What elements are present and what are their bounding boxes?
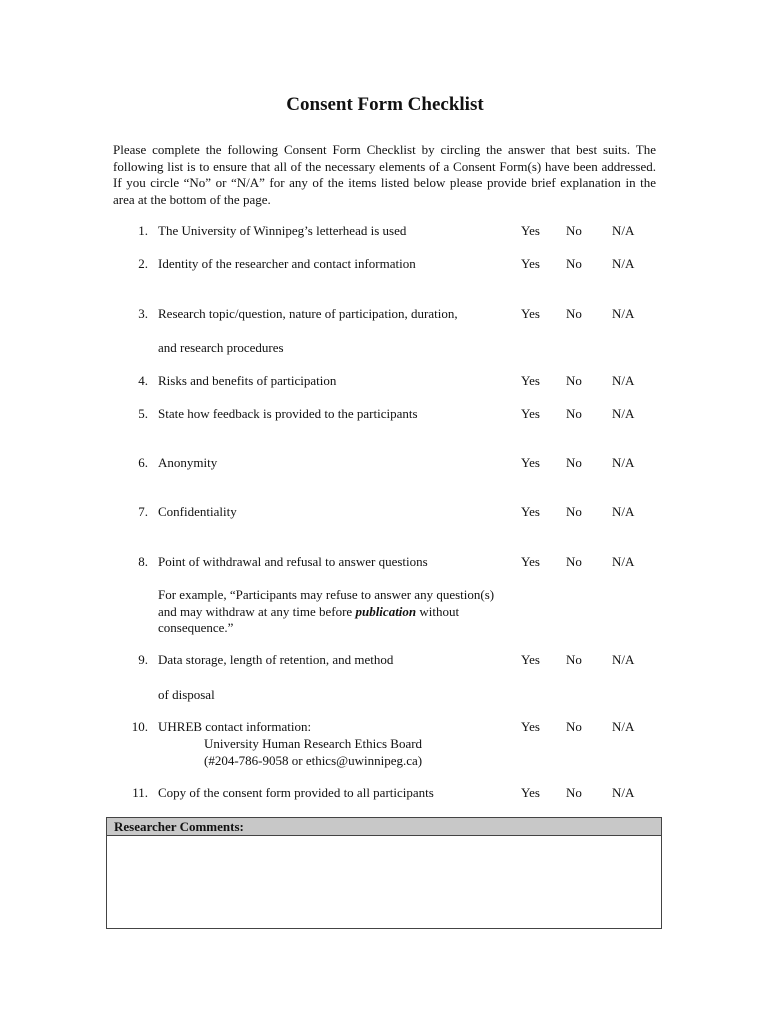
item-number: 2. bbox=[138, 256, 148, 271]
answer-yes[interactable]: Yes bbox=[521, 406, 540, 421]
item-text: Identity of the researcher and contact information bbox=[158, 256, 416, 271]
answer-no[interactable]: No bbox=[566, 256, 582, 271]
example-line: For example, “Participants may refuse to answer any question(s) bbox=[158, 587, 495, 602]
item-number: 7. bbox=[138, 504, 148, 519]
item-text: Risks and benefits of participation bbox=[158, 373, 337, 388]
item-detail bbox=[158, 736, 422, 769]
page-title: Consent Form Checklist bbox=[286, 94, 484, 115]
answer-yes[interactable]: Yes bbox=[521, 785, 540, 800]
answer-no[interactable]: No bbox=[566, 455, 582, 470]
answer-na[interactable]: N/A bbox=[612, 504, 635, 519]
item-number: 10. bbox=[131, 719, 148, 734]
answer-na[interactable]: N/A bbox=[612, 256, 635, 271]
answer-yes[interactable]: Yes bbox=[521, 223, 540, 238]
comments-area[interactable] bbox=[107, 836, 661, 929]
answer-na[interactable]: N/A bbox=[612, 785, 635, 800]
answer-no[interactable]: No bbox=[566, 373, 582, 388]
answer-na[interactable]: N/A bbox=[612, 306, 635, 321]
item-text: Data storage, length of retention, and method bbox=[158, 652, 394, 667]
answer-yes[interactable]: Yes bbox=[521, 373, 540, 388]
item-number: 4. bbox=[138, 373, 148, 388]
answer-no[interactable]: No bbox=[566, 652, 582, 667]
answer-no[interactable]: No bbox=[566, 306, 582, 321]
item-number: 11. bbox=[132, 785, 148, 800]
answer-yes[interactable]: Yes bbox=[521, 719, 540, 734]
example-text: without bbox=[416, 603, 460, 619]
example-text: and may withdraw at any time before bbox=[158, 603, 356, 619]
item-text: Point of withdrawal and refusal to answer questions bbox=[158, 554, 428, 569]
item-text-continued: of disposal bbox=[158, 687, 215, 702]
item-text: UHREB contact information: bbox=[158, 719, 312, 734]
answer-yes[interactable]: Yes bbox=[521, 455, 540, 470]
example-line bbox=[158, 604, 494, 621]
item-number: 9. bbox=[138, 652, 148, 667]
item-number: 1. bbox=[138, 223, 148, 238]
answer-no[interactable]: No bbox=[566, 785, 582, 800]
item-text: State how feedback is provided to the participants bbox=[158, 406, 418, 421]
answer-yes[interactable]: Yes bbox=[521, 504, 540, 519]
answer-yes[interactable]: Yes bbox=[521, 306, 540, 321]
answer-yes[interactable]: Yes bbox=[521, 256, 540, 271]
example-emphasis: publication bbox=[355, 603, 417, 619]
answer-no[interactable]: No bbox=[566, 554, 582, 569]
answer-na[interactable]: N/A bbox=[612, 652, 635, 667]
answer-na[interactable]: N/A bbox=[612, 406, 635, 421]
item-example bbox=[158, 587, 494, 637]
item-number: 3. bbox=[138, 306, 148, 321]
answer-no[interactable]: No bbox=[566, 223, 582, 238]
comments-box bbox=[106, 817, 662, 929]
item-text-continued: and research procedures bbox=[158, 340, 284, 355]
answer-no[interactable]: No bbox=[566, 504, 582, 519]
item-text: Anonymity bbox=[158, 455, 218, 470]
answer-yes[interactable]: Yes bbox=[521, 554, 540, 569]
item-text: Copy of the consent form provided to all participants bbox=[158, 785, 434, 800]
item-text: Confidentiality bbox=[158, 504, 237, 519]
item-number: 6. bbox=[138, 455, 148, 470]
answer-na[interactable]: N/A bbox=[612, 373, 635, 388]
item-text: The University of Winnipeg’s letterhead is used bbox=[158, 223, 407, 238]
answer-no[interactable]: No bbox=[566, 719, 582, 734]
example-line: consequence.” bbox=[158, 620, 234, 635]
answer-na[interactable]: N/A bbox=[612, 719, 635, 734]
answer-yes[interactable]: Yes bbox=[521, 652, 540, 667]
comments-label: Researcher Comments: bbox=[107, 818, 661, 836]
answer-na[interactable]: N/A bbox=[612, 455, 635, 470]
answer-na[interactable]: N/A bbox=[612, 554, 635, 569]
item-number: 5. bbox=[138, 406, 148, 421]
intro-paragraph: Please complete the following Consent Form Checklist by circling the answer that best suits. The following list is to ensure that all of the necessary elements of a Consent Form(s) have been addressed. If you circle “No” or “N/A” for any of the items listed below please provide brief explanation in the area at the bottom of the page. bbox=[113, 142, 656, 207]
answer-na[interactable]: N/A bbox=[612, 223, 635, 238]
detail-line: (#204-786-9058 or ethics@uwinnipeg.ca) bbox=[204, 752, 423, 768]
detail-line: University Human Research Ethics Board bbox=[204, 736, 423, 751]
item-number: 8. bbox=[138, 554, 148, 569]
answer-no[interactable]: No bbox=[566, 406, 582, 421]
item-text: Research topic/question, nature of participation, duration, bbox=[158, 306, 458, 321]
